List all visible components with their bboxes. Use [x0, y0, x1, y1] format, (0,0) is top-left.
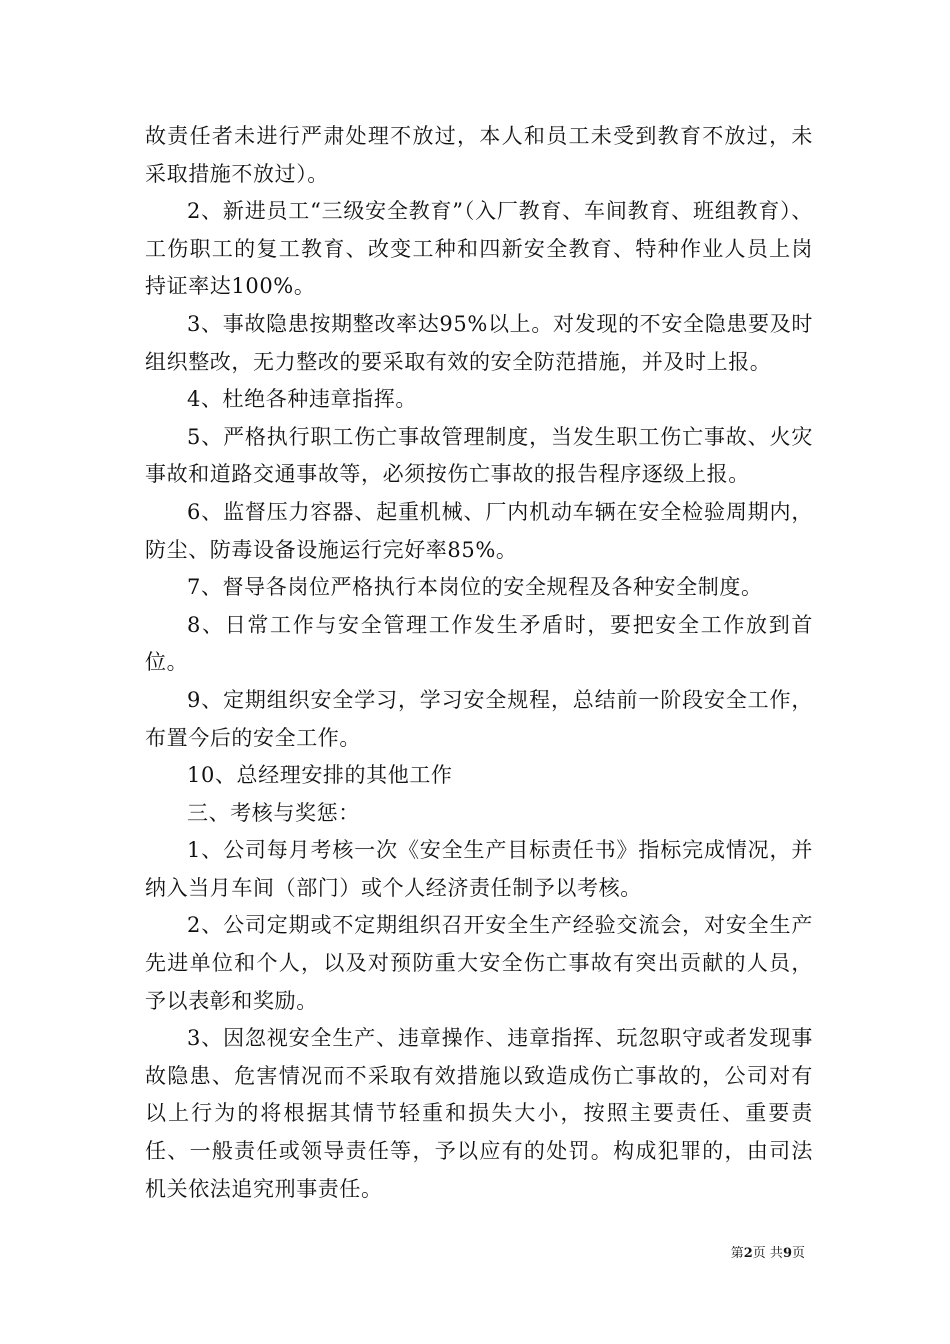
footer-prefix: 第	[730, 1246, 744, 1261]
paragraph-item-3: 3、事故隐患按期整改率达95%以上。对发现的不安全隐患要及时组织整改，无力整改的要采取有效的安全防范措施，并及时上报。	[145, 311, 813, 374]
paragraph-item-8: 8、日常工作与安全管理工作发生矛盾时，要把安全工作放到首位。	[145, 612, 813, 675]
section-heading-assessment: 三、考核与奖惩：	[187, 800, 360, 825]
footer-suffix: 页	[791, 1246, 805, 1261]
footer-middle: 页 共	[752, 1246, 783, 1261]
paragraph-assessment-1: 1、公司每月考核一次《安全生产目标责任书》指标完成情况，并纳入当月车间（部门）或个人经济责任制予以考核。	[145, 838, 813, 900]
paragraph-continuation: 故责任者未进行严肃处理不放过，本人和员工未受到教育不放过，未采取措施不放过）。	[145, 124, 813, 186]
paragraph-item-9: 9、定期组织安全学习，学习安全规程，总结前一阶段安全工作，布置今后的安全工作。	[145, 687, 813, 750]
document-body	[145, 118, 813, 1208]
paragraph-item-10: 10、总经理安排的其他工作	[187, 763, 453, 788]
paragraph-item-5: 5、严格执行职工伤亡事故管理制度，当发生职工伤亡事故、火灾事故和道路交通事故等，必须按伤亡事故的报告程序逐级上报。	[145, 424, 813, 487]
footer-total-pages: 9	[782, 1246, 792, 1261]
paragraph-assessment-2: 2、公司定期或不定期组织召开安全生产经验交流会，对安全生产先进单位和个人，以及对预防重大安全伤亡事故有突出贡献的人员，予以表彰和奖励。	[145, 913, 813, 1013]
paragraph-item-4: 4、杜绝各种违章指挥。	[187, 387, 417, 412]
page-number-footer	[731, 1246, 805, 1262]
paragraph-item-2: 2、新进员工“三级安全教育”（入厂教育、车间教育、班组教育）、工伤职工的复工教育、改变工种和四新安全教育、特种作业人员上岗持证率达100%。	[145, 199, 813, 299]
paragraph-item-7: 7、督导各岗位严格执行本岗位的安全规程及各种安全制度。	[187, 575, 763, 600]
paragraph-assessment-3: 3、因忽视安全生产、违章操作、违章指挥、玩忽职守或者发现事故隐患、危害情况而不采取有效措施以致造成伤亡事故的，公司对有以上行为的将根据其情节轻重和损失大小，按照主要责任、重要责任、一般责任或领导责任等，予以应有的处罚。构成犯罪的，由司法机关依法追究刑事责任。	[145, 1026, 813, 1201]
footer-current-page: 2	[743, 1246, 753, 1261]
paragraph-item-6: 6、监督压力容器、起重机械、厂内机动车辆在安全检验周期内，防尘、防毒设备设施运行完好率85%。	[145, 499, 813, 562]
